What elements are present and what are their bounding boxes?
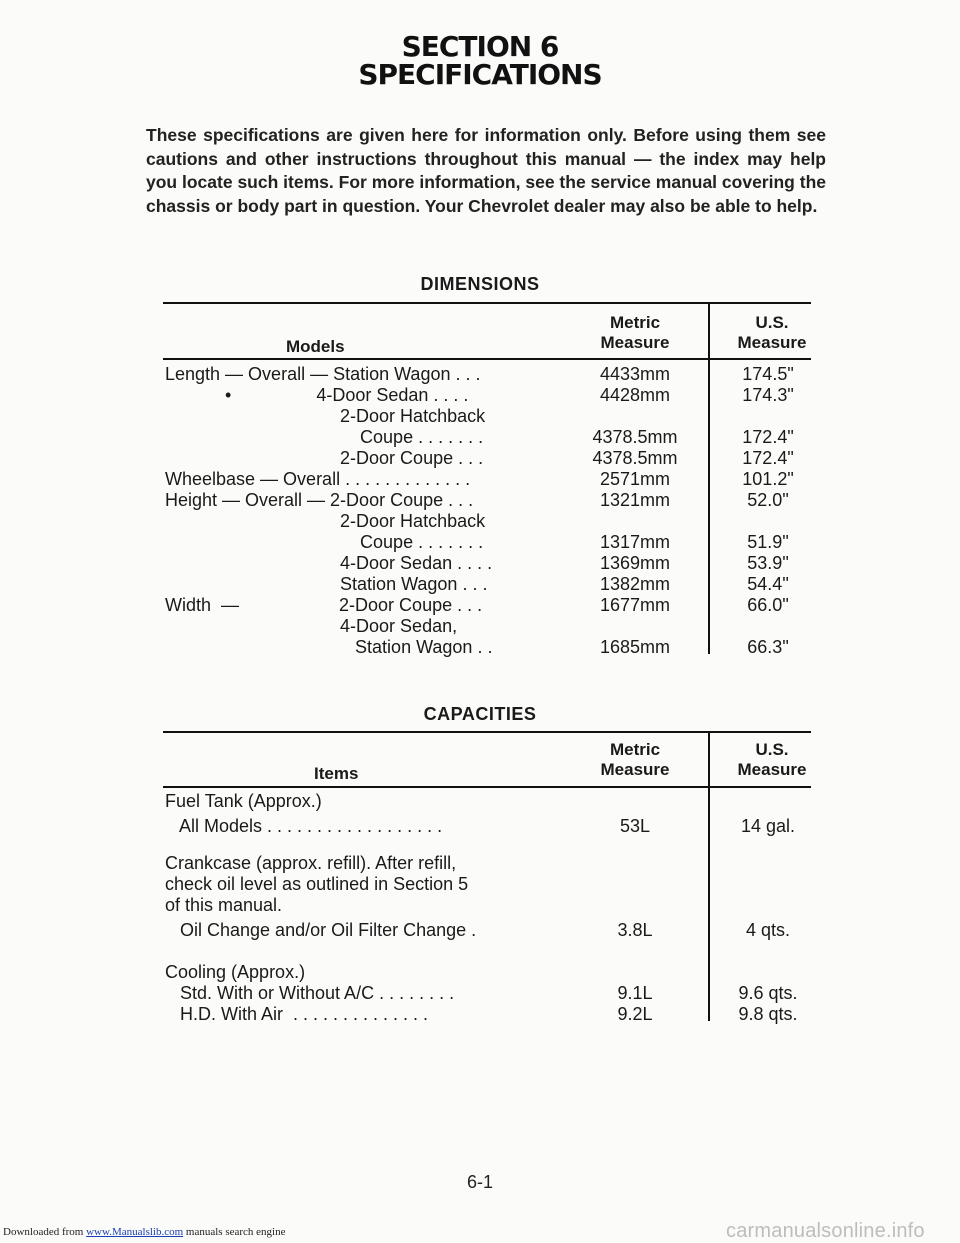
dimensions-row-us: 172.4" <box>742 427 794 447</box>
dimensions-row-metric: 4378.5mm <box>592 448 678 468</box>
dimensions-row-metric: 1317mm <box>599 532 671 552</box>
dimensions-row-label: 2-Door Coupe . . . <box>165 448 484 468</box>
capacities-row-metric: 3.8L <box>617 920 653 940</box>
dimensions-row-label: Coupe . . . . . . . <box>165 427 484 447</box>
dimensions-row-us: 172.4" <box>742 448 794 468</box>
section-title: SECTION 6 <box>401 30 559 63</box>
capacities-row-label: All Models . . . . . . . . . . . . . . . . . . <box>165 816 443 836</box>
dimensions-row-metric: 4428mm <box>599 385 671 405</box>
dimensions-row-metric: 4433mm <box>599 364 671 384</box>
dimensions-row-metric: 4378.5mm <box>592 427 678 447</box>
dimensions-row-us: 174.5" <box>742 364 794 384</box>
capacities-row-label: Crankcase (approx. refill). After refill, <box>165 853 457 873</box>
capacities-row-label: Std. With or Without A/C . . . . . . . . <box>165 983 455 1003</box>
capacities-row-us: 14 gal. <box>740 816 796 836</box>
capacities-row-label: of this manual. <box>165 895 283 915</box>
dimensions-row-metric: 1677mm <box>599 595 671 615</box>
manualslib-link[interactable]: www.Manualslib.com <box>86 1226 184 1238</box>
dimensions-row-label: 2-Door Hatchback <box>165 406 486 426</box>
dimensions-heading: DIMENSIONS <box>420 274 540 294</box>
capacities-us-header: U.S. Measure <box>737 740 807 779</box>
dimensions-row-us: 54.4" <box>747 574 789 594</box>
dimensions-row-us: 66.0" <box>747 595 789 615</box>
dimensions-top-rule <box>163 302 811 304</box>
capacities-row-label: check oil level as outlined in Section 5 <box>165 874 469 894</box>
dimensions-row-metric: 1369mm <box>599 553 671 573</box>
dimensions-metric-header: Metric Measure <box>600 313 670 352</box>
dimensions-row-us: 52.0" <box>747 490 789 510</box>
dimensions-row-metric: 1382mm <box>599 574 671 594</box>
capacities-metric-header: Metric Measure <box>600 740 670 779</box>
dimensions-row-us: 51.9" <box>747 532 789 552</box>
capacities-row-metric: 53L <box>619 816 651 836</box>
dimensions-row-us: 101.2" <box>742 469 794 489</box>
capacities-row-label: Fuel Tank (Approx.) <box>165 791 322 811</box>
intro-paragraph: These specifications are given here for information only. Before using them see cautions and other instructions throughout this manual — the index may help you locate such items. For more information, see the service manual covering the chassis or body part in question. Your Chevrolet dealer may also be able to help. <box>146 125 826 216</box>
dimensions-column-divider <box>708 302 710 654</box>
capacities-row-label: Cooling (Approx.) <box>165 962 306 982</box>
dimensions-models-header: Models <box>286 337 345 356</box>
capacities-column-divider <box>708 731 710 1021</box>
dimensions-row-label: Coupe . . . . . . . <box>165 532 484 552</box>
dimensions-row-us: 174.3" <box>742 385 794 405</box>
dimensions-row-label: Length — Overall — Station Wagon . . . <box>165 364 481 384</box>
download-note: Downloaded from www.Manualslib.com manuals search engine <box>3 1226 286 1238</box>
dimensions-row-metric: 1321mm <box>599 490 671 510</box>
page-title: SPECIFICATIONS <box>358 58 602 91</box>
capacities-top-rule <box>163 731 811 733</box>
dimensions-row-us: 53.9" <box>747 553 789 573</box>
dimensions-row-label: Height — Overall — 2-Door Coupe . . . <box>165 490 474 510</box>
capacities-row-us: 9.8 qts. <box>738 1004 798 1024</box>
capacities-row-label: Oil Change and/or Oil Filter Change . <box>165 920 477 940</box>
dimensions-row-label: 4-Door Sedan, <box>165 616 458 636</box>
dimensions-row-metric: 1685mm <box>599 637 671 657</box>
capacities-row-us: 9.6 qts. <box>738 983 798 1003</box>
capacities-items-header: Items <box>314 764 359 783</box>
capacities-row-metric: 9.1L <box>617 983 653 1003</box>
capacities-row-us: 4 qts. <box>745 920 791 940</box>
dimensions-row-label: 4-Door Sedan . . . . <box>165 553 493 573</box>
dimensions-row-label: Wheelbase — Overall . . . . . . . . . . . . . <box>165 469 471 489</box>
dimensions-row-label: Width — 2-Door Coupe . . . <box>165 595 483 615</box>
capacities-heading: CAPACITIES <box>423 704 537 724</box>
capacities-header-rule <box>163 786 811 788</box>
dimensions-us-header: U.S. Measure <box>737 313 807 352</box>
dimensions-row-label: Station Wagon . . . <box>165 574 488 594</box>
dimensions-row-label: 2-Door Hatchback <box>165 511 486 531</box>
dimensions-row-metric: 2571mm <box>599 469 671 489</box>
watermark-text: carmanualsonline.info <box>726 1220 925 1242</box>
dimensions-row-label: Station Wagon . . <box>165 637 493 657</box>
capacities-row-label: H.D. With Air . . . . . . . . . . . . . . <box>165 1004 429 1024</box>
dimensions-row-us: 66.3" <box>747 637 789 657</box>
page-number: 6-1 <box>466 1172 493 1192</box>
capacities-row-metric: 9.2L <box>617 1004 653 1024</box>
dimensions-row-label: • 4-Door Sedan . . . . <box>165 385 469 405</box>
dimensions-header-rule <box>163 358 811 360</box>
